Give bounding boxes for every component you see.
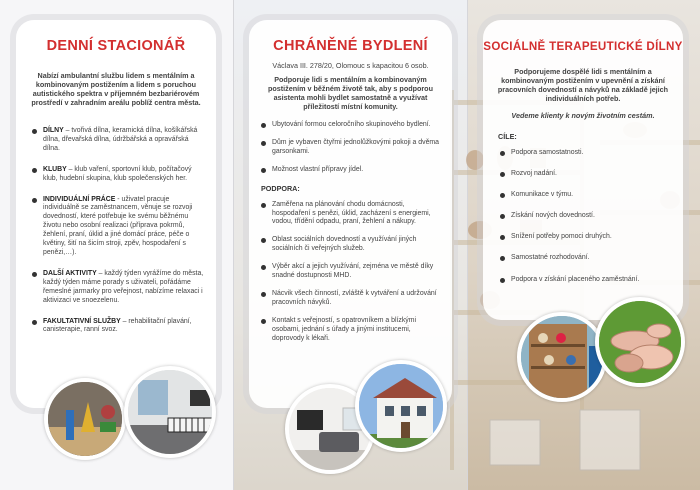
item-text: – každý týden vyrážíme do města, každý týden máme porady s uživateli, pořádáme řemeslné jarmarky pro veřejnost, nabízíme relaxaci i aktivizaci ve snoezelenu.: [43, 269, 204, 304]
bullet-icon: [261, 168, 266, 173]
goals-heading: CÍLE:: [498, 132, 517, 141]
address-line: Václava III. 278/20, Olomouc s kapacitou 6 osob.: [272, 61, 429, 70]
bullet-icon: [32, 272, 37, 277]
item-text: Kontakt s veřejností, s opatrovníkem a blízkými osobami, jednání s úřady a jinými institucemi, doprovody k lékaři.: [272, 316, 416, 342]
item-text: – tvořivá dílna, keramická dílna, košíkářská dílna, dřevařská dílna, údržbářská a opravářská dílna.: [43, 127, 198, 152]
panel-title: CHRÁNĚNÉ BYDLENÍ: [273, 38, 428, 54]
item-heading: KLUBY: [43, 165, 67, 173]
list-item: [261, 290, 440, 308]
bullet-icon: [261, 292, 266, 297]
item-text: Podpora samostatnosti.: [511, 149, 584, 156]
panel-title: DENNÍ STACIONÁŘ: [46, 38, 186, 54]
list-item: [261, 166, 440, 175]
bullet-icon: [500, 193, 505, 198]
panel-intro: Podporuje lidi s mentálním a kombinovaným postižením v běžném životě tak, aby s podporou asistenta mohli bydlet samostatně a využívat příležitostí místní komunity.: [268, 75, 433, 111]
list-item: [32, 166, 204, 184]
list-item: [261, 121, 440, 130]
chranene-bydleni-panel: [249, 20, 452, 408]
item-heading: FAKULTATIVNÍ SLUŽBY: [43, 317, 121, 325]
item-text: Komunikace v týmu.: [511, 191, 574, 199]
ceramics-shelf-photo: [517, 312, 607, 402]
socialne-terapeuticke-dilny-panel: [483, 20, 683, 320]
list-item: [261, 317, 440, 344]
bullet-icon: [32, 129, 37, 134]
item-heading: DALŠÍ AKTIVITY: [43, 269, 97, 277]
panel-intro: Podporujeme dospělé lidi s mentálním a kombinovaným postižením v upevnění a získání pracovních dovedností a návyků na základě jejich individuálních potřeb.: [497, 67, 669, 103]
list-item: [500, 233, 673, 242]
bullet-icon: [32, 320, 37, 325]
item-text: Podpora v získání placeného zaměstnání.: [511, 275, 640, 283]
music-room-photo: [124, 366, 216, 458]
item-text: – rehabilitační plavání, canisterapie, ranní svoz.: [43, 317, 192, 334]
item-text: Možnost vlastní přípravy jídel.: [272, 165, 364, 173]
item-text: Snížení potřeby pomoci druhých.: [511, 233, 612, 241]
bullet-icon: [261, 203, 266, 208]
pottery-photo: [595, 297, 685, 387]
support-list: [261, 201, 440, 344]
list-item: [32, 196, 204, 258]
list-item: [500, 276, 673, 285]
list-item: [261, 139, 440, 157]
item-text: – klub vaření, sportovní klub, počítačový klub, hudební skupina, klub společenských her.: [43, 165, 192, 182]
housing-list: [261, 121, 440, 175]
list-item: [32, 318, 204, 336]
services-list: [32, 127, 204, 335]
support-heading: PODPORA:: [261, 183, 300, 193]
house-photo: [355, 360, 447, 452]
item-heading: INDIVIDUÁLNÍ PRÁCE: [43, 195, 116, 203]
panel-intro: Nabízí ambulantní službu lidem s mentálním a kombinovaným postižením a lidem s poruchou autistického spektra v příjemném bezbariérovém prostředí v zahradním areálu poblíž centra města.: [31, 71, 201, 107]
list-item: [500, 191, 673, 200]
list-item: [500, 149, 673, 158]
denni-stacionar-panel: [16, 20, 216, 408]
item-text: Nácvik všech činností, zvláště k vytváření a udržování pracovních návyků.: [272, 289, 437, 306]
list-item: [32, 270, 204, 306]
item-text: Zaměřena na plánování chodu domácnosti, hospodaření s penězi, úklid, zacházení s energiemi, vodou, třídění odpadu, praní, žehlení a nákupy.: [272, 200, 431, 226]
item-heading: DÍLNY: [43, 127, 64, 134]
list-item: [32, 127, 204, 154]
goals-list: [500, 149, 673, 284]
item-text: Dům je vybaven čtyřmi jednolůžkovými pokoji a dvěma garsonkami.: [272, 138, 439, 155]
workshop-photo: [44, 378, 126, 460]
bullet-icon: [261, 319, 266, 324]
item-text: Rozvoj nadání.: [511, 170, 557, 178]
list-item: [500, 254, 673, 263]
fold-line: [233, 0, 234, 490]
bullet-icon: [500, 235, 505, 240]
list-item: [261, 201, 440, 228]
bullet-icon: [500, 256, 505, 261]
list-item: [261, 263, 440, 281]
bullet-icon: [32, 168, 37, 173]
list-item: [261, 236, 440, 254]
bullet-icon: [261, 123, 266, 128]
list-item: [500, 212, 673, 221]
bullet-icon: [500, 214, 505, 219]
item-text: Oblast sociálních dovedností a využívání jiných sociálních či veřejných služeb.: [272, 236, 417, 253]
item-text: Výběr akcí a jejich využívání, zejména ve městě díky snadné dostupnosti MHD.: [272, 263, 434, 280]
bullet-icon: [500, 278, 505, 283]
item-text: Získání nových dovedností.: [511, 212, 595, 220]
bullet-icon: [261, 141, 266, 146]
motto: Vedeme klienty k novým životním cestám.: [511, 111, 655, 120]
item-text: Ubytování formou celoročního skupinového bydlení.: [272, 121, 431, 128]
item-text: - uživatel pracuje individuálně se zaměstnancem, věnuje se rozvoji dovedností, které potřebuje ke svému běžnému životu nebo osobní realizaci (příprava pokrmů, žehlení, praní, úklid a jiné domácí práce, péče o květiny, šití na šicím stroji, zpěv, hospodaření s penězi,…).: [43, 195, 193, 256]
item-text: Samostatné rozhodování.: [511, 254, 590, 262]
list-item: [500, 170, 673, 179]
bullet-icon: [261, 238, 266, 243]
bullet-icon: [500, 151, 505, 156]
bullet-icon: [32, 198, 37, 203]
bullet-icon: [261, 265, 266, 270]
bullet-icon: [500, 172, 505, 177]
panel-title: SOCIÁLNĚ TERAPEUTICKÉ DÍLNY: [483, 40, 683, 53]
